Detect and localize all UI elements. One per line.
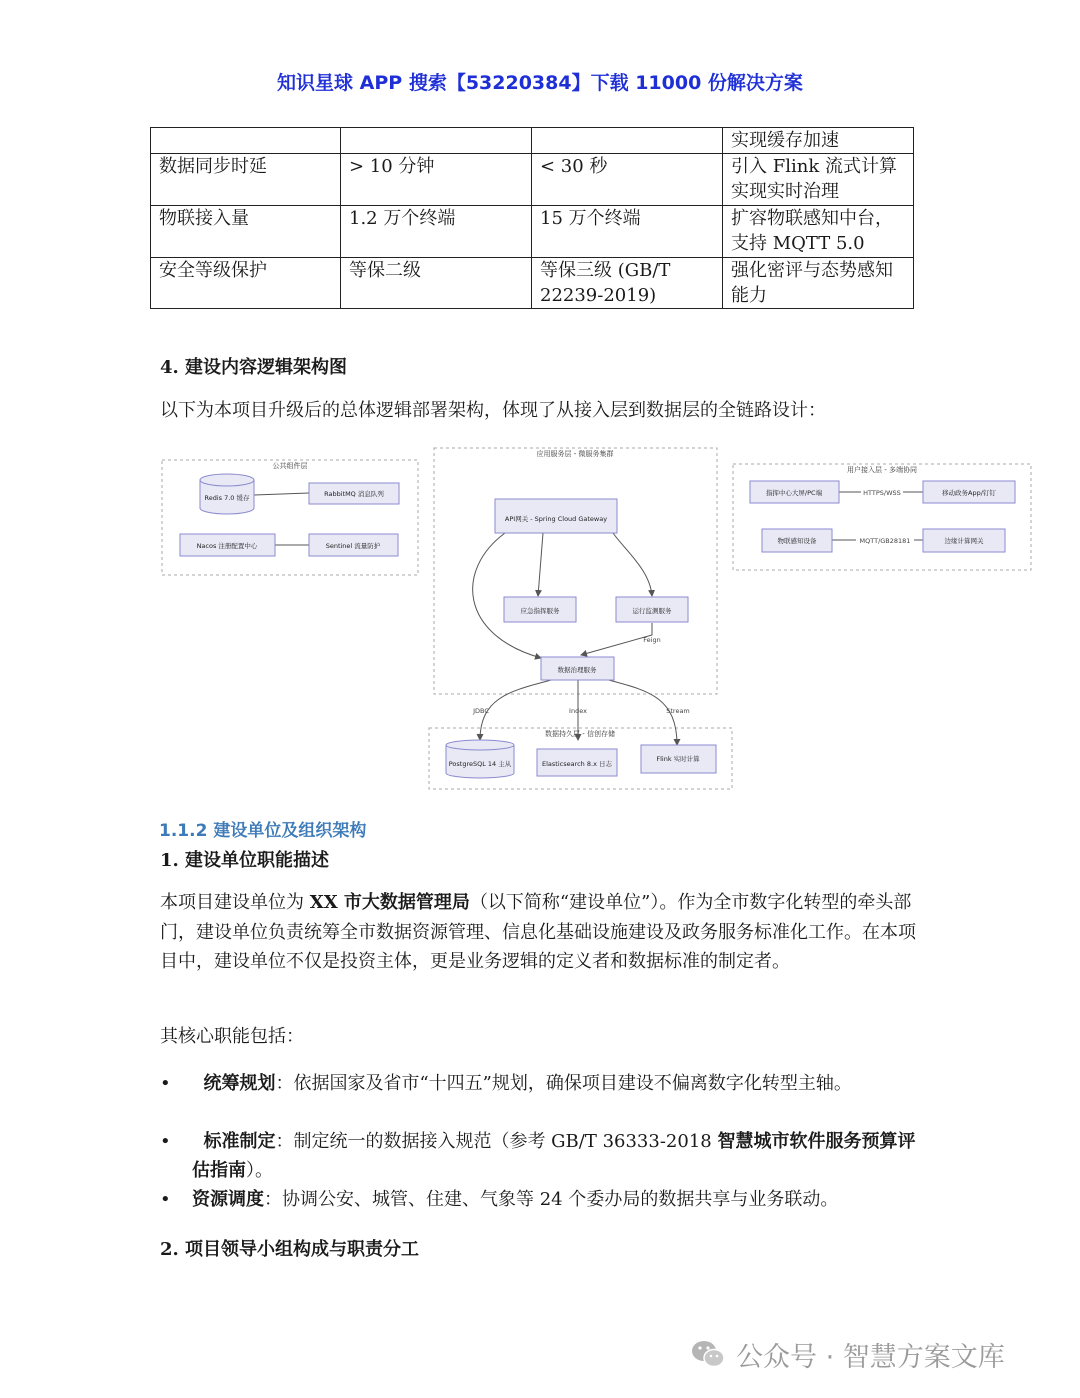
table-cell: 等保二级 — [341, 258, 532, 309]
table-cell: 物联接入量 — [151, 206, 341, 258]
public-layer-title: 公共组件层 — [272, 462, 308, 470]
table-cell: < 30 秒 — [532, 154, 723, 206]
https-edge-label: HTTPS/WSS — [863, 489, 901, 497]
section-4-intro: 以下为本项目升级后的总体逻辑部署架构，体现了从接入层到数据层的全链路设计： — [160, 400, 826, 421]
index-edge-label: Index — [569, 707, 587, 715]
mqtt-edge-label: MQTT/GB28181 — [859, 537, 911, 545]
wechat-icon — [690, 1339, 726, 1369]
table-cell: 强化密评与态势感知能力 — [723, 258, 914, 309]
table-cell: 实现缓存加速 — [723, 128, 914, 154]
table-row — [151, 206, 914, 258]
architecture-diagram — [155, 440, 1035, 795]
governance-label: 数据治理服务 — [557, 666, 597, 674]
table-cell — [341, 128, 532, 154]
table-cell: > 10 分钟 — [341, 154, 532, 206]
table-cell — [532, 128, 723, 154]
iot-label: 物联感知设备 — [777, 537, 817, 545]
table-cell: 数据同步时延 — [151, 154, 341, 206]
edge-label: 边缘计算网关 — [944, 537, 984, 545]
sentinel-label: Sentinel 流量防护 — [325, 542, 381, 550]
app-layer-title: 应用服务层 - 微服务集群 — [536, 450, 614, 458]
section-2-heading: 2. 项目领导小组构成与职责分工 — [160, 1239, 420, 1260]
page-header-title: 知识星球 APP 搜索【53220384】下载 11000 份解决方案 — [277, 72, 803, 94]
table-cell: 15 万个终端 — [532, 206, 723, 258]
elastic-label: Elasticsearch 8.x 日志 — [542, 760, 612, 768]
table-cell: 扩容物联感知中台，支持 MQTT 5.0 — [723, 206, 914, 258]
section-1-1-2-title: 1.1.2 建设单位及组织架构 — [159, 821, 367, 841]
footer-watermark — [690, 1334, 1060, 1374]
user-layer-box — [733, 464, 1031, 570]
flink-label: Flink 实时计算 — [656, 755, 700, 763]
nacos-label: Nacos 注册配置中心 — [196, 542, 258, 550]
user-layer-title: 用户接入层 - 多端协同 — [847, 466, 917, 474]
section-4-heading: 4. 建设内容逻辑架构图 — [160, 357, 348, 378]
table-row — [151, 258, 914, 309]
section-1-heading: 1. 建设单位职能描述 — [160, 850, 330, 871]
monitor-label: 运行监测服务 — [632, 607, 672, 615]
emergency-label: 应急指挥服务 — [520, 607, 560, 615]
table-row — [151, 154, 914, 206]
table-row — [151, 128, 914, 154]
comparison-table — [150, 127, 914, 309]
table-cell: 安全等级保护 — [151, 258, 341, 309]
table-cell — [151, 128, 341, 154]
table-cell: 等保三级 (GB/T 22239-2019) — [532, 258, 723, 309]
feign-edge-label: Feign — [643, 636, 661, 644]
table-cell: 引入 Flink 流式计算实现实时治理 — [723, 154, 914, 206]
jdbc-edge-label: JDBC — [473, 707, 489, 715]
footer-text: 公众号 · 智慧方案文库 — [736, 1341, 1005, 1373]
rabbitmq-label: RabbitMQ 消息队列 — [324, 490, 384, 498]
postgres-label: PostgreSQL 14 主从 — [448, 760, 512, 768]
gateway-label: API网关 - Spring Cloud Gateway — [504, 515, 608, 523]
core-functions-intro: 其核心职能包括： — [160, 1026, 304, 1047]
postgres-node — [446, 740, 514, 778]
data-layer-title: 数据持久层 - 信创存储 — [545, 730, 615, 738]
screen-label: 指挥中心大屏/PC端 — [765, 489, 823, 497]
redis-label: Redis 7.0 缓存 — [204, 494, 250, 502]
section-1-paragraph: 本项目建设单位为 XX 市大数据管理局（以下简称“建设单位”）。作为全市数字化转型的牵头部门，建设单位负责统筹全市数据资源管理、信息化基础设施建设及政务服务标准化工作。在本项目中，建设单位不仅是投资主体，更是业务逻辑的定义者和数据标准的制定者。 — [160, 892, 916, 972]
mobile-label: 移动政务App/钉钉 — [942, 489, 996, 497]
public-layer-box — [162, 460, 418, 575]
table-cell: 1.2 万个终端 — [341, 206, 532, 258]
stream-edge-label: Stream — [666, 707, 690, 715]
